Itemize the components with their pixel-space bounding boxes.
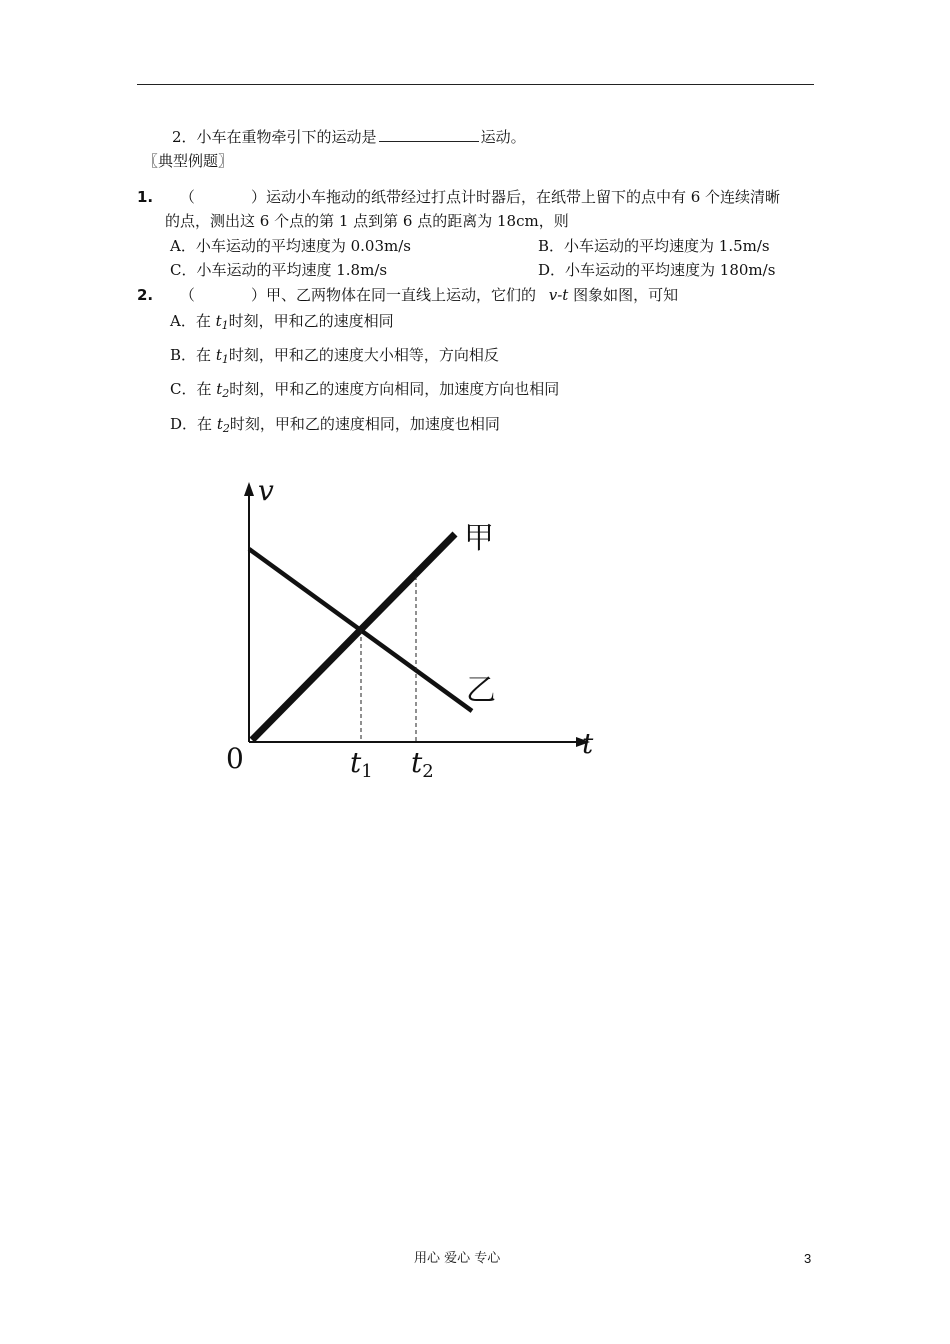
time-sub: 2 (222, 387, 230, 400)
q1-option-c[interactable]: C．小车运动的平均速度 1.8m/s (170, 261, 388, 279)
option-prefix: D．在 (170, 415, 213, 433)
question-1-number: 1. (137, 188, 154, 206)
q1-option-a[interactable]: A．小车运动的平均速度为 0.03m/s (170, 237, 411, 255)
option-prefix: A．在 (170, 312, 211, 330)
question-1-text: ）运动小车拖动的纸带经过打点计时器后，在纸带上留下的点中有 6 个连续清晰 (250, 188, 781, 206)
statement-tail: 运动。 (480, 128, 526, 146)
question-2-number: 2. (137, 286, 154, 304)
vt-symbol: v-t (548, 286, 569, 304)
time-var: t (216, 415, 223, 433)
section-title: 〖典型例题〗 (143, 152, 234, 170)
time-var: t (215, 312, 222, 330)
v-axis-label: v (258, 474, 274, 507)
time-sub: 1 (221, 319, 229, 332)
question-1-stem-cont: 的点，测出这 6 个点的第 1 点到第 6 点的距离为 18cm，则 (165, 212, 569, 230)
time-sub: 2 (222, 422, 230, 435)
time-var: t (216, 380, 223, 398)
line-jia (252, 534, 455, 740)
option-text: 时刻，甲和乙的速度相同 (228, 312, 394, 330)
question-2-tail: 图象如图，可知 (573, 286, 679, 304)
statement-text: 小车在重物牵引下的运动是 (196, 128, 377, 146)
q1-option-b[interactable]: B．小车运动的平均速度为 1.5m/s (538, 237, 770, 255)
origin-label: 0 (226, 742, 244, 775)
question-2-text: ）甲、乙两物体在同一直线上运动，它们的 (250, 286, 536, 304)
page-number: 3 (804, 1251, 812, 1266)
footer-slogan: 用心 爱心 专心 (414, 1251, 501, 1266)
time-sub: 1 (221, 353, 229, 366)
v-axis-arrow (244, 482, 254, 496)
option-prefix: C．在 (170, 380, 212, 398)
time-var: t (215, 346, 222, 364)
answer-paren-open: （ (179, 286, 195, 304)
option-text: 时刻，甲和乙的速度大小相等，方向相反 (228, 346, 499, 364)
q1-option-d[interactable]: D．小车运动的平均速度为 180m/s (538, 261, 776, 279)
answer-paren-open: （ (179, 188, 195, 206)
t2-label: t2 (411, 746, 434, 782)
item-number: 2． (172, 128, 197, 146)
t-axis-label: t (582, 727, 594, 760)
jia-label: 甲 (464, 521, 494, 556)
t1-label: t1 (350, 746, 373, 782)
option-prefix: B．在 (170, 346, 212, 364)
option-text: 时刻，甲和乙的速度方向相同，加速度方向也相同 (229, 380, 560, 398)
yi-label: 乙 (466, 673, 496, 708)
option-text: 时刻，甲和乙的速度相同，加速度也相同 (229, 415, 500, 433)
